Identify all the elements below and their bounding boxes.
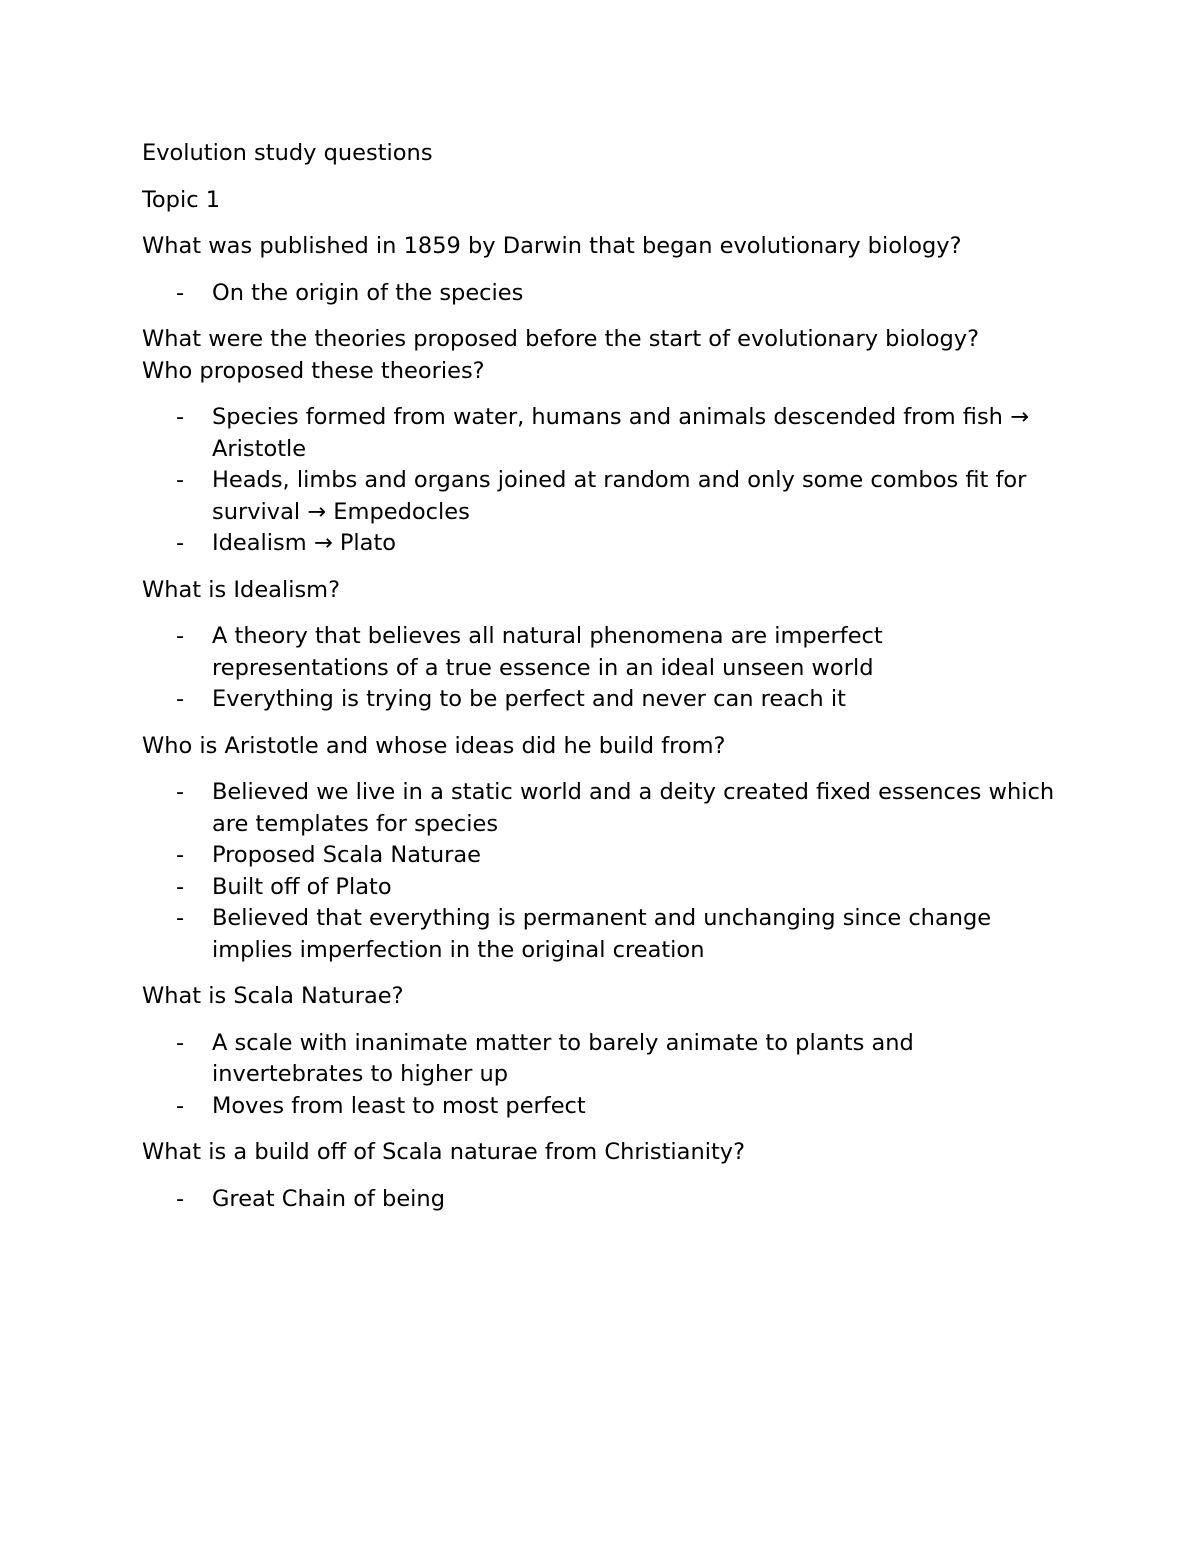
- document-title: Evolution study questions: [142, 140, 433, 166]
- question-5: What is Scala Naturae?: [142, 983, 404, 1009]
- list-item: [142, 1091, 1062, 1123]
- list-item: [142, 278, 1062, 310]
- bullet-dash: -: [176, 1029, 185, 1056]
- bullet-dash: -: [176, 404, 185, 430]
- answer-text: A theory that believes all natural phenomena are imperfect representations of a true essence in an ideal unseen world: [212, 623, 883, 681]
- list-item: [142, 1028, 1062, 1091]
- topic-heading: Topic 1: [142, 186, 221, 213]
- list-item: [142, 684, 1062, 716]
- bullet-dash: -: [176, 467, 185, 493]
- answer-text: Great Chain of being: [212, 1185, 445, 1212]
- list-item: [142, 465, 1062, 528]
- list-item: [142, 903, 1062, 966]
- document-page: [142, 138, 1062, 1230]
- answer-text: Proposed Scala Naturae: [212, 842, 481, 868]
- list-item: [142, 402, 1062, 465]
- answer-text: Heads, limbs and organs joined at random and only some combos fit for survival → Empedocles: [212, 467, 1027, 525]
- answer-text: Believed that everything is permanent and unchanging since change implies imperfection in the original creation: [212, 905, 992, 963]
- bullet-dash: -: [176, 1185, 185, 1212]
- question-6: What is a build off of Scala naturae from Christianity?: [142, 1139, 746, 1165]
- answer-list-2: [142, 402, 1062, 560]
- list-item: [142, 840, 1062, 872]
- bullet-dash: -: [176, 530, 185, 556]
- bullet-dash: -: [176, 842, 185, 868]
- bullet-dash: -: [176, 686, 185, 712]
- answer-text: Built off of Plato: [212, 873, 392, 900]
- bullet-dash: -: [176, 623, 185, 649]
- answer-list-6: [142, 1184, 1062, 1216]
- list-item: [142, 872, 1062, 904]
- list-item: [142, 528, 1062, 560]
- question-2: What were the theories proposed before the start of evolutionary biology? Who proposed these theories?: [142, 326, 987, 384]
- answer-text: Everything is trying to be perfect and never can reach it: [212, 686, 846, 712]
- answer-list-4: [142, 777, 1062, 966]
- bullet-dash: -: [176, 873, 185, 900]
- answer-list-3: [142, 621, 1062, 716]
- answer-text: On the origin of the species: [212, 279, 524, 306]
- question-1: What was published in 1859 by Darwin that began evolutionary biology?: [142, 233, 962, 259]
- answer-text: A scale with inanimate matter to barely animate to plants and invertebrates to higher up: [212, 1029, 914, 1087]
- bullet-dash: -: [176, 1092, 185, 1119]
- answer-text: Idealism → Plato: [212, 530, 397, 556]
- bullet-dash: -: [176, 905, 185, 931]
- question-3: What is Idealism?: [142, 576, 341, 603]
- list-item: [142, 777, 1062, 840]
- bullet-dash: -: [176, 279, 185, 306]
- answer-list-5: [142, 1028, 1062, 1123]
- bullet-dash: -: [176, 779, 185, 805]
- answer-text: Species formed from water, humans and animals descended from fish → Aristotle: [212, 404, 1029, 462]
- list-item: [142, 1184, 1062, 1216]
- list-item: [142, 621, 1062, 684]
- answer-list-1: [142, 278, 1062, 310]
- question-4: Who is Aristotle and whose ideas did he build from?: [142, 732, 726, 759]
- answer-text: Moves from least to most perfect: [212, 1092, 586, 1119]
- answer-text: Believed we live in a static world and a deity created fixed essences which are templates for species: [212, 779, 1055, 837]
